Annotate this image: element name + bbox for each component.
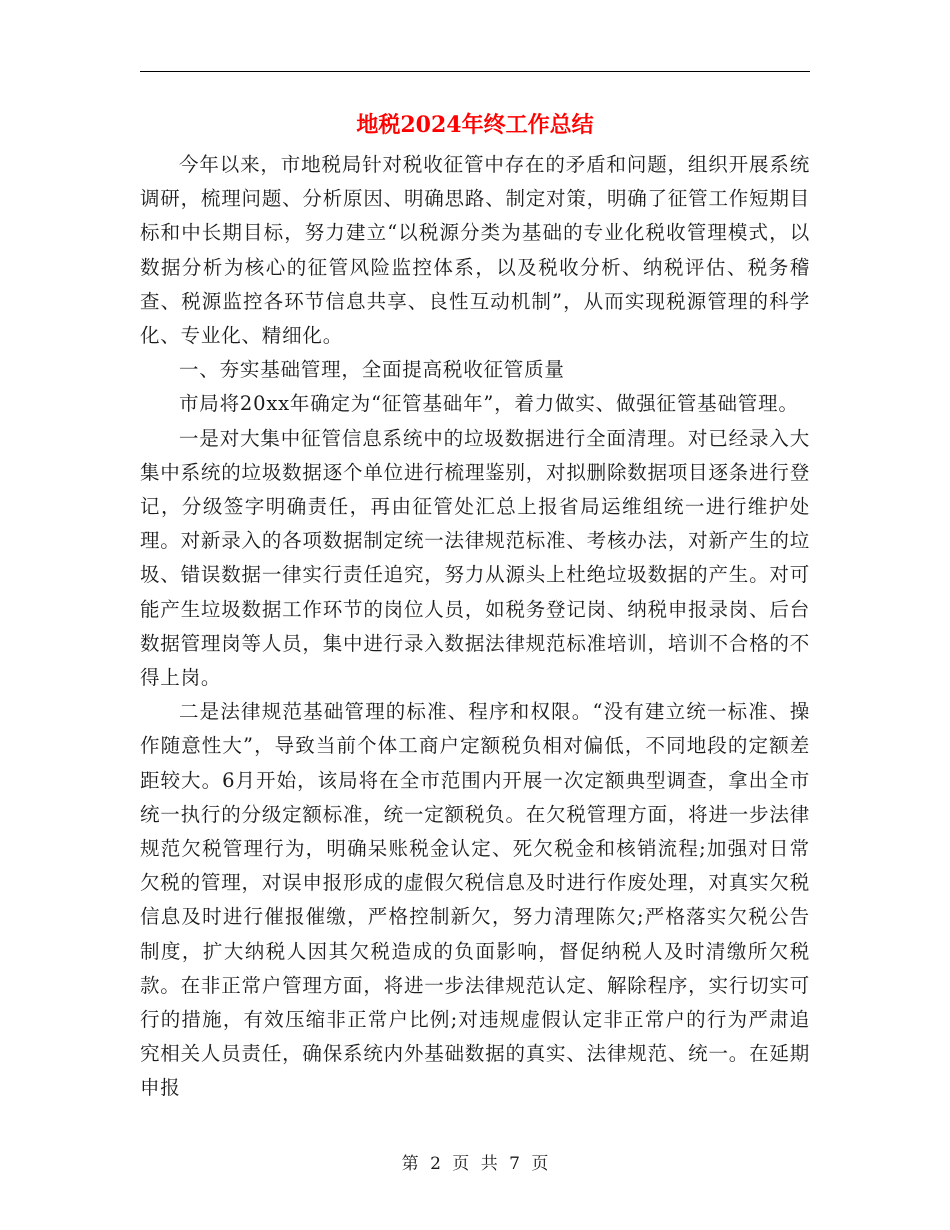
paragraph-standards: 二是法律规范基础管理的标准、程序和权限。“没有建立统一标准、操作随意性大”，导致当前个体工商户定额税负相对偏低，不同地段的定额差距较大。6月开始，该局将在全市范围内开展一次定额典型调查，拿出全市统一执行的分级定额标准，统一定额税负。在欠税管理方面，将进一步法律规范欠税管理行为，明确呆账税金认定、死欠税金和核销流程;加强对日常欠税的管理，对误申报形成的虚假欠税信息及时进行作废处理，对真实欠税信息及时进行催报催缴，严格控制新欠，努力清理陈欠;严格落实欠税公告制度，扩大纳税人因其欠税造成的负面影响，督促纳税人及时清缴所欠税款。在非正常户管理方面，将进一步法律规范认定、解除程序，实行切实可行的措施，有效压缩非正常户比例;对违规虚假认定非正常户的行为严肃追究相关人员责任，确保系统内外基础数据的真实、法律规范、统一。在延期申报 [140,700,810,1100]
paragraph-data-cleanup: 一是对大集中征管信息系统中的垃圾数据进行全面清理。对已经录入大集中系统的垃圾数据逐个单位进行梳理鉴别，对拟删除数据项目逐条进行登记，分级签字明确责任，再由征管处汇总上报省局运维组统一进行维护处理。对新录入的各项数据制定统一法律规范标准、考核办法，对新产生的垃圾、错误数据一律实行责任追究，努力从源头上杜绝垃圾数据的产生。对可能产生垃圾数据工作环节的岗位人员，如税务登记岗、纳税申报录岗、后台数据管理岗等人员，集中进行录入数据法律规范标准培训，培训不合格的不得上岗。 [140,426,810,690]
paragraph-intro: 今年以来，市地税局针对税收征管中存在的矛盾和问题，组织开展系统调研，梳理问题、分析原因、明确思路、制定对策，明确了征管工作短期目标和中长期目标，努力建立“以税源分类为基础的专业化税收管理模式，以数据分析为核心的征管风险监控体系，以及税收分析、纳税评估、税务稽查、税源监控各环节信息共享、良性互动机制”，从而实现税源管理的科学化、专业化、精细化。 [140,153,810,348]
document-title: 地税2024年终工作总结 [356,112,594,138]
page-number-footer: 第 2 页 共 7 页 [401,1154,549,1174]
paragraph-foundation-year: 市局将20xx年确定为“征管基础年”，着力做实、做强征管基础管理。 [179,392,799,416]
document-body [140,148,810,1106]
section-heading-1: 一、夯实基础管理，全面提高税收征管质量 [179,358,565,382]
header-rule [140,71,810,72]
